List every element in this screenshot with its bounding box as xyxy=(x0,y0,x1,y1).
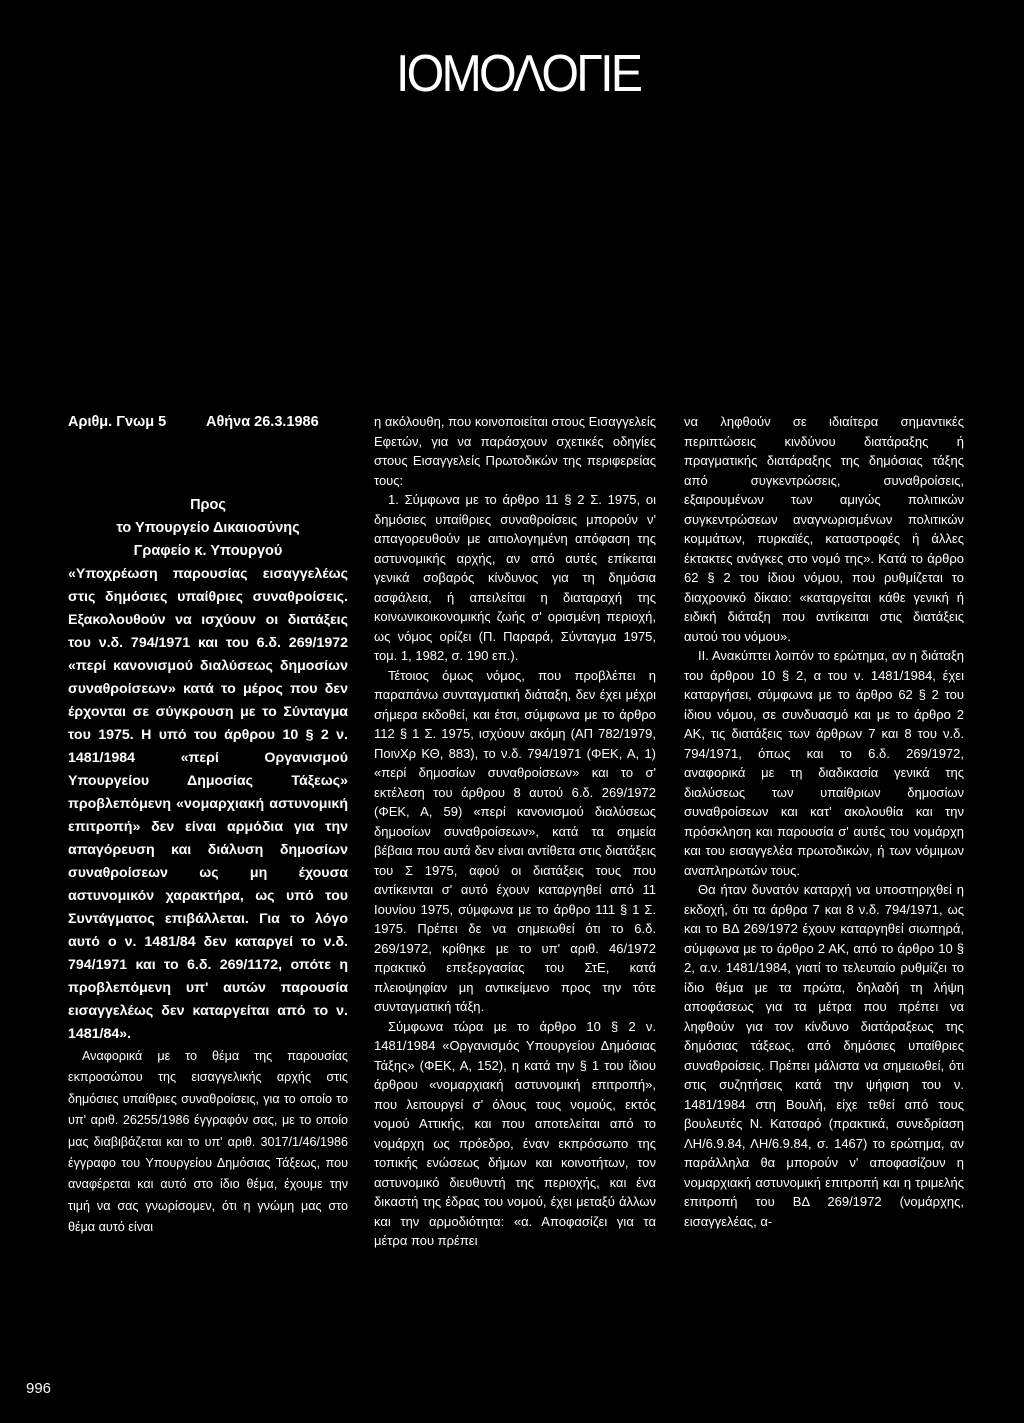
recipient-line: Γραφείο κ. Υπουργού xyxy=(133,543,283,559)
paragraph: ΙΙ. Ανακύπτει λοιπόν το ερώτημα, αν η διάταξη του άρθρου 10 § 2, α του ν. 1481/1984, έχει καταργήσει, σύμφωνα με το άρθρο 62 § 2 του ίδιου νόμου, σε συνδυασμό και με το άρθρο 2 ΑΚ, τις διατάξεις των άρθρων 7 και 8 του ν.δ. 794/1971, όπως και το 6.δ. 269/1972, αναφορικά με τη διαδικασία γενικά της διαλύσεως των υπαίθριων δημοσίων συναθροίσεων και κατ' ακολουθία και την πρόσκληση και παρουσία σ' αυτές του νομάρχη και του εισαγγελέα πρωτοδικών, ή των νόμιμων αναπληρωτών τους. xyxy=(684,648,964,878)
page-header-title: ΙΟΜΟΛΟΓΙΕ xyxy=(396,45,641,103)
paragraph: Τέτοιος όμως νόμος, που προβλέπει η παραπάνω συνταγματική διάταξη, δεν έχει μέχρι σήμερα εκδοθεί, και έτσι, σύμφωνα με το άρθρο 112 § 1 Σ. 1975, ισχύουν ακόμη (ΑΠ 782/1979, ΠοινΧρ ΚΘ, 883), το ν.δ. 794/1971 (ΦΕΚ, Α, 1) «περί δημοσίων συναθροίσεων» και το σ' εκτέλεση του άρθρου 8 αυτού 6.δ. 269/1972 (ΦΕΚ, Α, 59) «περί κανονισμού διαλύσεως δημοσίων συναθροίσεων», κατά τα σημεία βέβαια που αυτά δεν είναι αντίθετα στις διατάξεις του Σ 1975, αφού οι διατάξεις τους που αντίκεινται σ' αυτό έχουν καταργηθεί από 11 Ιουνίου 1975, σύμφωνα με το άρθρο 111 § 1 Σ. 1975. Πρέπει δε να σημειωθεί ότι το 6.δ. 269/1972, κρίθηκε με το υπ' αριθ. 46/1972 πρακτικό επεξεργασίας του ΣτΕ, κατά πλειοψηφίαν μη αντικείμενο προς την τότε συνταγματική τάξη. xyxy=(374,667,656,1014)
middle-column xyxy=(374,412,656,1251)
recipient-block xyxy=(68,494,348,563)
paragraph: Σύμφωνα τώρα με το άρθρο 10 § 2 ν. 1481/1984 «Οργανισμός Υπουργείου Δημόσιας Τάξης» (ΦΕΚ, Α, 152), η κατά την § 1 του ίδιου άρθρου «νομαρχιακή αστυνομική επιτροπή», που λειτουργεί σ' όλους τους νομούς, εκτός νομού Αττικής, και που αποτελείται από το νομάρχη ως πρόεδρο, έναν εκπρόσωπο της τοπικής ενώσεως δήμων και κοινοτήτων, τον αστυνομικό διευθυντή της περιοχής, και ένα δικαστή της έδρας του νομού, έχει μεταξύ άλλων και την αρμοδιότητα: «α. Αποφασίζει για τα μέτρα που πρέπει xyxy=(374,1018,656,1248)
page-number: 996 xyxy=(26,1380,52,1397)
paragraph: 1. Σύμφωνα με το άρθρο 11 § 2 Σ. 1975, οι δημόσιες υπαίθριες συναθροίσεις μπορούν ν' απαγορευθούν με αιτιολογημένη απόφαση της αστυνομικής αρχής, αν από αυτές επίκειται γενικά σοβαρός κίνδυνος για τη δημόσια ασφάλεια, ή απειλείται η διαταραχή της κοινωνικοικονομικής ζωής σ' ορισμένη περιοχή, ως νόμος ορίζει (Π. Παραρά, Σύνταγμα 1975, τομ. 1, 1982, σ. 190 επ.). xyxy=(374,492,656,663)
paragraph: Θα ήταν δυνατόν καταρχή να υποστηριχθεί η εκδοχή, ότι τα άρθρα 7 και 8 ν.δ. 794/1971, ως και το ΒΔ 269/1972 έχουν καταργηθεί σιωπηρά, σύμφωνα με το άρθρο 2 ΑΚ, από το άρθρο 10 § 2, α.ν. 1481/1984, γιατί το τελευταίο ρυθμίζει το ίδιο θέμα με τα πρώτα, δηλαδή τη λήψη αποφάσεως για τα μέτρα που πρέπει να ληφθούν για τον κίνδυνο διατάραξεως της δημόσιας τάξεως, από δημόσιες υπαίθριες συναθροίσεις. Πρέπει μάλιστα να σημειωθεί, ότι στις συζητήσεις κατά την ψήφιση του ν. 1481/1984 στη Βουλή, είχε τεθεί από τους βουλευτές Ν. Κατσαρό (πρακτικά, συνεδρίαση ΛΗ/6.9.84, ΛΗ/6.9.84, σ. 1467) το ερώτημα, αν παράλληλα θα μπορούν ν' αποφασίζουν η νομαρχιακή αστυνομική επιτροπή και η τριμελής επιτροπή του ΒΔ 269/1972 (νομάρχης, εισαγγελέας, α- xyxy=(684,882,964,1229)
paragraph: να ληφθούν σε ιδιαίτερα σημαντικές περιπτώσεις κινδύνου διατάραξης ή πραγματικής διατάραξης της δημόσιας τάξης από συγκεντρώσεις, συναθροίσεις, εξαιρουμένων των αμιγώς πολιτικών συγκεντρώσεων αναγνωρισμένων πολιτικών κομμάτων, πυρκαϊές, καταστροφές ή άλλες έκτακτες ανάγκες στο νομό της». Κατά το άρθρο 62 § 2 του ίδιου νόμου, που ρυθμίζεται το διαχρονικό δίκαιο: «καταργείται κάθε γενική ή ειδική διάταξη που αντίκειται στις διατάξεις αυτού του νόμου». xyxy=(684,414,964,644)
paragraph: η ακόλουθη, που κοινοποιείται στους Εισαγγελείς Εφετών, για να παράσχουν σχετικές οδηγίες στους Εισαγγελείς Πρωτοδικών της περιφερείας τους: xyxy=(374,414,656,488)
dateline xyxy=(68,412,348,432)
letter-intro-paragraph: Αναφορικά με το θέμα της παρουσίας εκπροσώπου της εισαγγελικής αρχής στις δημόσιες υπαίθριες συναθροίσεις, για το οποίο το υπ' αριθ. 26255/1986 έγγραφόν σας, με το οποίο μας διαβιβάζεται και το υπ' αριθ. 3017/1/46/1986 έγγραφο του Υπουργείου Δημόσιας Τάξεως, που αναφέρεται και αυτό στο ίδιο θέμα, έχουμε την τιμή να σας γνωρίσομεν, ότι η γνώμη μας στο θέμα αυτό είναι xyxy=(68,1049,348,1235)
recipient-line: το Υπουργείο Δικαιοσύνης xyxy=(116,520,300,536)
place-date: Αθήνα 26.3.1986 xyxy=(206,414,319,430)
right-column xyxy=(684,412,964,1231)
subject-summary: «Υποχρέωση παρουσίας εισαγγελέως στις δημόσιες υπαίθριες συναθροίσεις. Εξακολουθούν να ισχύουν οι διατάξεις του ν.δ. 794/1971 και του 6.δ. 269/1972 «περί κανονισμού διαλύσεως δημοσίων συναθροίσεων» κατά το μέρος που δεν έρχονται σε σύγκρουση με το Σύνταγμα του 1975. Η υπό του άρθρου 10 § 2 ν. 1481/1984 «περί Οργανισμού Υπουργείου Δημοσίας Τάξεως» προβλεπόμενη «νομαρχιακή αστυνομική επιτροπή» δεν είναι αρμόδια για την απαγόρευση και διάλυση δημοσίων συναθροίσεων ως μη έχουσα αστυνομικόν χαρακτήρα, ως υπό του Συντάγματος επιβάλλεται. Για το λόγο αυτό ο ν. 1481/84 δεν καταργεί το ν.δ. 794/1971 και το 6.δ. 269/1172, οπότε η προβλεπόμενη υπ' αυτών παρουσία εισαγγελέως δεν καταργείται από το ν. 1481/84». xyxy=(68,566,348,1042)
recipient-line: Προς xyxy=(190,497,226,513)
reference-number: Αριθμ. Γνωμ 5 xyxy=(68,414,167,430)
left-column xyxy=(68,412,348,1239)
